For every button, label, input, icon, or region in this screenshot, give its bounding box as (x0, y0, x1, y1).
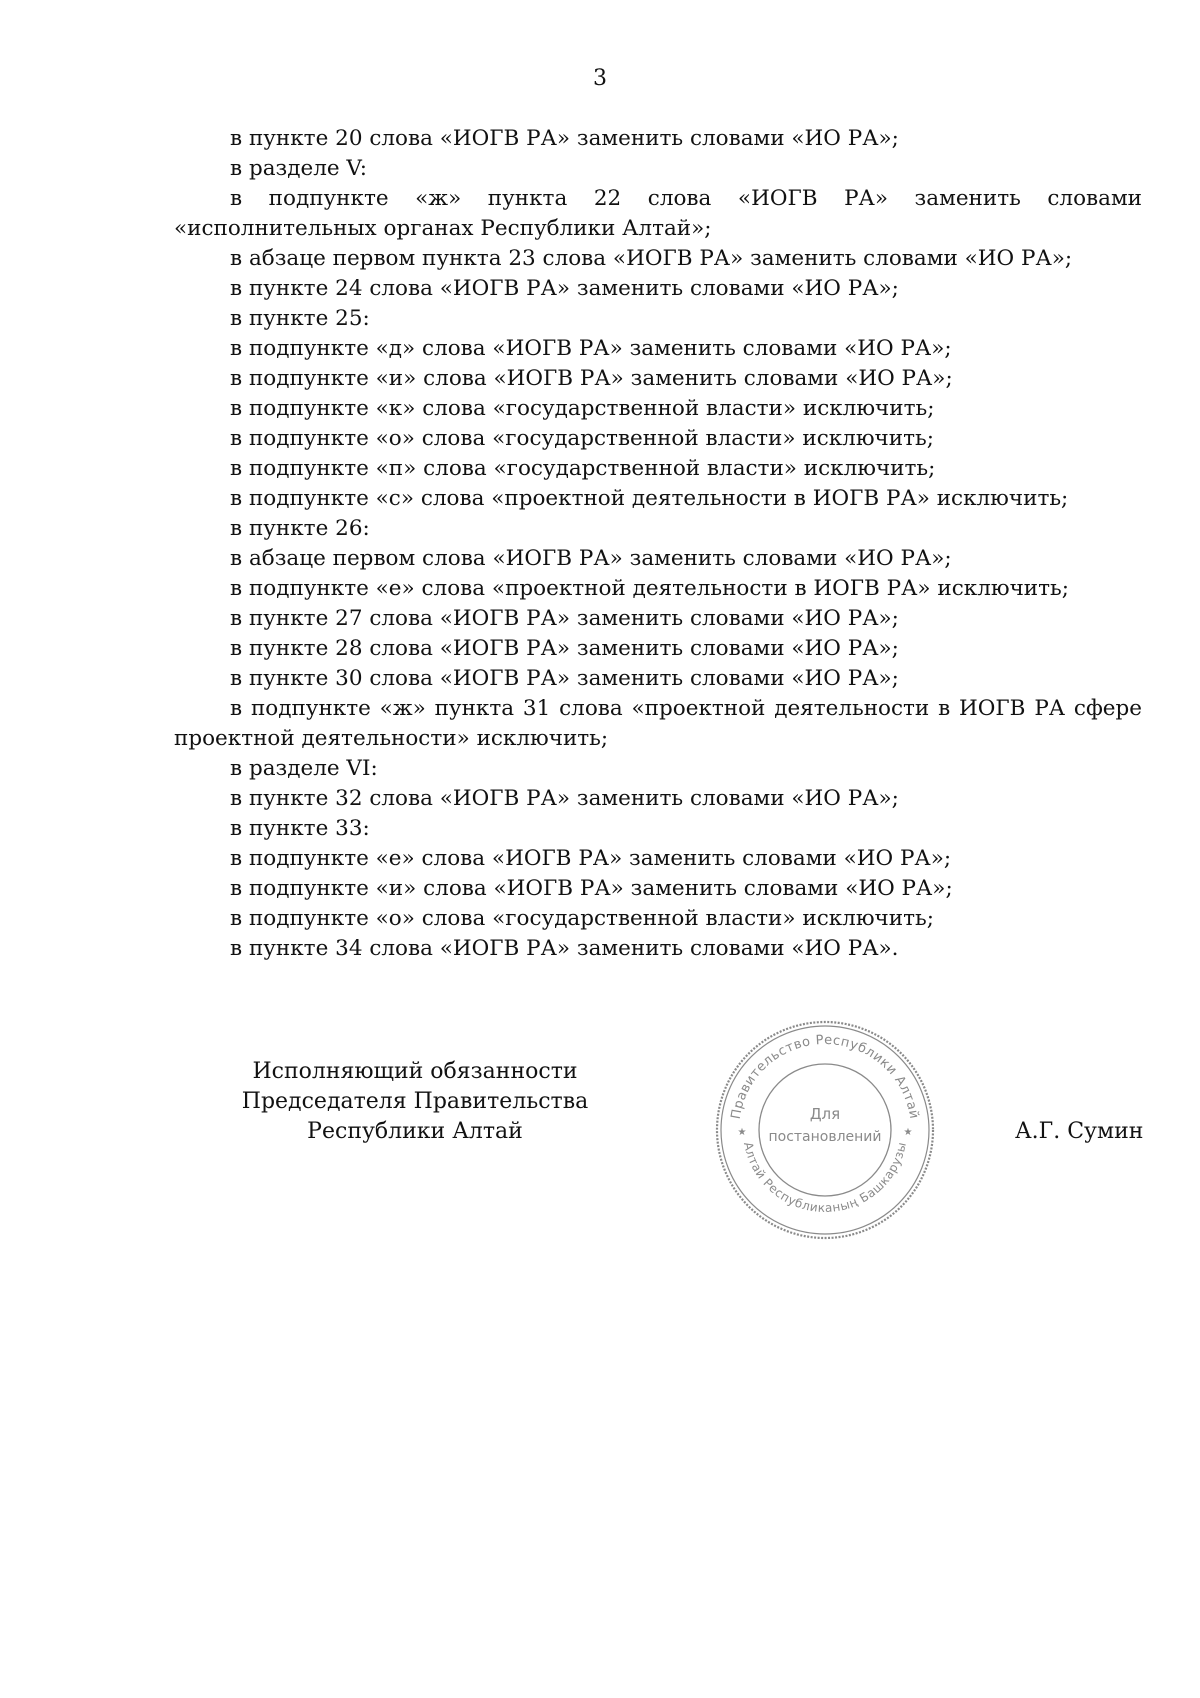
paragraph: в абзаце первом пункта 23 слова «ИОГВ РА» заменить словами «ИО РА»; (230, 246, 1073, 271)
paragraph: в пункте 32 слова «ИОГВ РА» заменить словами «ИО РА»; (230, 786, 899, 811)
page-number: 3 (593, 66, 607, 91)
paragraph: в подпункте «и» слова «ИОГВ РА» заменить словами «ИО РА»; (230, 366, 953, 391)
paragraph: в пункте 26: (230, 516, 370, 541)
paragraph: в подпункте «ж» пункта 22 слова «ИОГВ РА» заменить словами «исполнительных органах Республики Алтай»; (174, 186, 1142, 241)
paragraph: в подпункте «д» слова «ИОГВ РА» заменить словами «ИО РА»; (230, 336, 952, 361)
signatory-position (235, 1057, 595, 1147)
seal-center-text: Для (809, 1105, 841, 1123)
paragraph: в пункте 24 слова «ИОГВ РА» заменить словами «ИО РА»; (230, 276, 899, 301)
paragraph: в абзаце первом слова «ИОГВ РА» заменить словами «ИО РА»; (230, 546, 952, 571)
paragraph: в подпункте «ж» пункта 31 слова «проектной деятельности в ИОГВ РА сфере проектной деятельности» исключить; (174, 696, 1142, 751)
paragraph: в подпункте «о» слова «государственной власти» исключить; (230, 426, 934, 451)
signatory-name: А.Г. Сумин (1015, 1119, 1144, 1144)
paragraph: в подпункте «п» слова «государственной власти» исключить; (230, 456, 936, 481)
paragraph: в разделе V: (230, 156, 368, 181)
paragraph: в пункте 25: (230, 306, 370, 331)
paragraph: в подпункте «с» слова «проектной деятельности в ИОГВ РА» исключить; (230, 486, 1069, 511)
paragraph: в подпункте «е» слова «проектной деятельности в ИОГВ РА» исключить; (230, 576, 1069, 601)
seal-bottom-text: Алтай Республиканың Башкарузы (740, 1140, 910, 1216)
signatory-position-line: Председателя Правительства (241, 1089, 589, 1114)
paragraph: в подпункте «о» слова «государственной власти» исключить; (230, 906, 934, 931)
paragraph: в пункте 27 слова «ИОГВ РА» заменить словами «ИО РА»; (230, 606, 899, 631)
paragraph: в пункте 30 слова «ИОГВ РА» заменить словами «ИО РА»; (230, 666, 899, 691)
seal-center-text: постановлений (768, 1129, 882, 1145)
paragraph: в пункте 20 слова «ИОГВ РА» заменить словами «ИО РА»; (230, 126, 899, 151)
paragraph: в пункте 34 слова «ИОГВ РА» заменить словами «ИО РА». (230, 936, 899, 961)
seal-graphic (712, 1017, 938, 1243)
seal-outer-text: Правительство Республики Алтай (728, 1032, 922, 1121)
official-seal-stamp (712, 1017, 938, 1243)
signatory-position-line: Республики Алтай (307, 1119, 523, 1144)
seal-star-left-icon: ★ (737, 1127, 747, 1138)
paragraph: в подпункте «и» слова «ИОГВ РА» заменить словами «ИО РА»; (230, 876, 953, 901)
document-body (174, 124, 1142, 964)
paragraph: в подпункте «е» слова «ИОГВ РА» заменить словами «ИО РА»; (230, 846, 952, 871)
paragraph: в разделе VI: (230, 756, 378, 781)
paragraph: в пункте 28 слова «ИОГВ РА» заменить словами «ИО РА»; (230, 636, 899, 661)
paragraph: в подпункте «к» слова «государственной власти» исключить; (230, 396, 935, 421)
paragraph: в пункте 33: (230, 816, 370, 841)
seal-star-right-icon: ★ (903, 1127, 913, 1138)
signatory-position-line: Исполняющий обязанности (252, 1059, 578, 1084)
